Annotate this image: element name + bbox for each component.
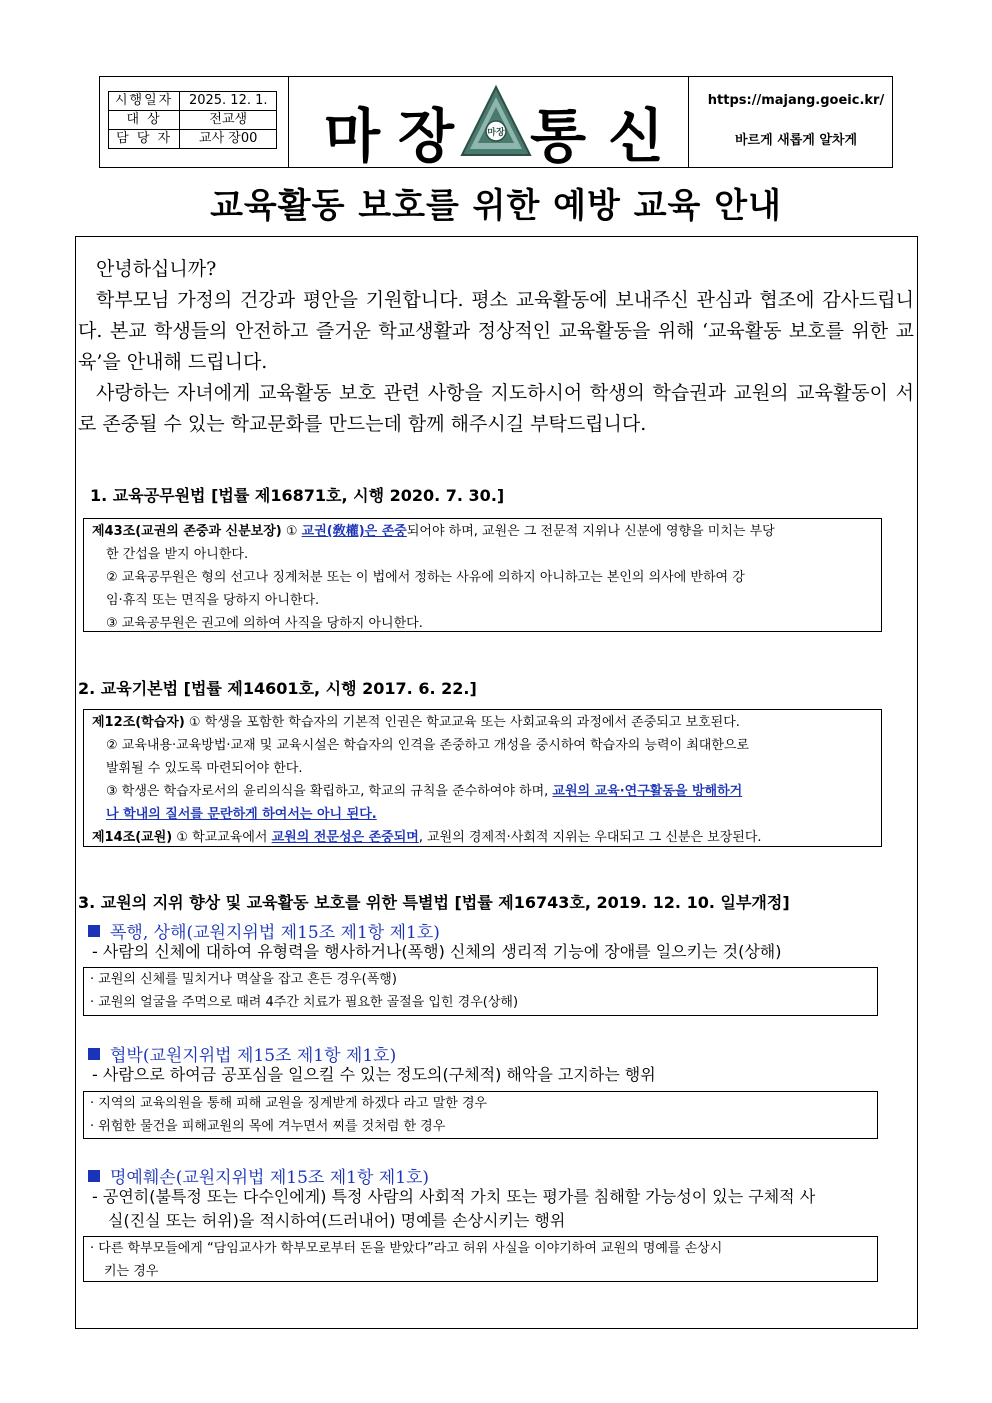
brand-char: 통	[530, 102, 587, 170]
highlight-text: 교원의 전문성은 존중되며	[271, 830, 419, 845]
example-line: · 교원의 신체를 밀치거나 멱살을 잡고 흔든 경우(폭행)	[90, 972, 397, 987]
square-bullet-icon	[88, 925, 100, 937]
clause-line	[92, 780, 873, 803]
section-heading: 3. 교원의 지위 향상 및 교육활동 보호를 위한 특별법 [법률 제16743호, 2019. 12. 10. 일부개정]	[78, 893, 790, 912]
newsletter-brand	[296, 77, 688, 170]
article-title: 제14조(교원)	[92, 830, 173, 845]
intro-text	[78, 254, 914, 440]
subsection-label: 폭행, 상해(교원지위법 제15조 제1항 제1호)	[110, 923, 440, 943]
clause-text: ③ 학생은 학습자로서의 윤리의식을 확립하고, 학교의 규칙을 준수하여야 하며,	[106, 784, 553, 799]
info-value: 교사 장00	[180, 130, 277, 149]
clause-text: ① 학교교육에서	[172, 830, 272, 845]
clause-line: 발휘될 수 있도록 마련되어야 한다.	[106, 761, 303, 776]
section-heading: 1. 교육공무원법 [법률 제16871호, 시행 2020. 7. 30.]	[90, 486, 505, 505]
example-box	[83, 967, 878, 1016]
clause-text: ①	[281, 524, 302, 539]
logo-text: 마장	[487, 128, 505, 138]
school-website-link[interactable]: https://majang.goeic.kr/	[707, 93, 885, 108]
highlight-text: 나 학내의 질서를 문란하게 하여서는 아니 된다.	[106, 807, 377, 822]
divider	[288, 77, 289, 167]
greeting: 안녕하십니까?	[96, 258, 217, 280]
section-heading: 2. 교육기본법 [법률 제14601호, 시행 2017. 6. 22.]	[78, 679, 477, 698]
clause-line: 한 간섭을 받지 아니한다.	[106, 547, 249, 562]
example-line: · 교원의 얼굴을 주먹으로 때려 4주간 치료가 필요한 골절을 입힌 경우(상해)	[90, 995, 519, 1010]
brand-char: 신	[608, 102, 665, 170]
info-value: 전교생	[180, 111, 277, 130]
definition-line: 실(진실 또는 허위)을 적시하여(드러내어) 명예를 손상시키는 행위	[108, 1211, 566, 1230]
brand-char: 마	[324, 102, 381, 170]
article-title: 제12조(학습자)	[92, 715, 185, 730]
highlight-text: 교권(敎權)은 존중	[301, 524, 407, 539]
school-motto: 바르게 새롭게 알차게	[734, 133, 858, 148]
clause-line	[92, 711, 873, 734]
info-key: 담 당 자	[109, 130, 180, 149]
clause-line: 임·휴직 또는 면직을 당하지 아니한다.	[106, 593, 320, 608]
clause-line: ③ 교육공무원은 권고에 의하여 사직을 당하지 아니한다.	[106, 616, 423, 631]
example-box	[83, 1091, 878, 1139]
clause-line: ② 교육내용·교육방법·교재 및 교육시설은 학습자의 인격을 존중하고 개성을 중시하여 학습자의 능력이 최대한으로	[106, 738, 750, 753]
newsletter-header	[99, 76, 893, 168]
example-line: · 위험한 물건을 피해교원의 목에 겨누면서 찌를 것처럼 한 경우	[90, 1119, 446, 1134]
school-logo-icon	[460, 85, 532, 161]
article-title: 제43조(교권의 존중과 신분보장)	[92, 524, 282, 539]
clause-text: 되어야 하며, 교원은 그 전문적 지위나 신분에 영향을 미치는 부당	[406, 524, 775, 539]
info-table	[108, 91, 277, 149]
example-line: 키는 경우	[104, 1264, 159, 1279]
definition-line: - 공연히(불특정 또는 다수인에게) 특정 사람의 사회적 가치 또는 평가를 침해할 가능성이 있는 구체적 사	[92, 1187, 816, 1206]
highlight-text: 교원의 교육·연구활동을 방해하거	[552, 784, 743, 799]
clause-line	[92, 826, 873, 849]
square-bullet-icon	[88, 1170, 100, 1182]
info-value: 2025. 12. 1.	[180, 92, 277, 111]
clause-line	[92, 520, 873, 543]
clause-text: ① 학생을 포함한 학습자의 기본적 인권은 학교교육 또는 사회교육의 과정에서 존중되고 보호된다.	[184, 715, 740, 730]
law-box	[83, 518, 882, 632]
brand-char: 장	[398, 102, 455, 170]
example-box	[83, 1236, 878, 1282]
divider	[688, 77, 689, 167]
definition-text	[92, 1185, 914, 1233]
example-line: · 다른 학부모들에게 “담임교사가 학부모로부터 돈을 받았다”라고 허위 사실을 이야기하여 교원의 명예를 손상시	[90, 1241, 723, 1256]
clause-text: , 교원의 경제적·사회적 지위는 우대되고 그 신분은 보장된다.	[418, 830, 762, 845]
subsection-label: 명예훼손(교원지위법 제15조 제1항 제1호)	[110, 1168, 430, 1188]
subsection-label: 협박(교원지위법 제15조 제1항 제1호)	[110, 1046, 397, 1066]
clause-line: ② 교육공무원은 형의 선고나 징계처분 또는 이 법에서 정하는 사유에 의하지 아니하고는 본인의 의사에 반하여 강	[106, 570, 745, 585]
square-bullet-icon	[88, 1048, 100, 1060]
definition-text: - 사람의 신체에 대하여 유형력을 행사하거나(폭행) 신체의 생리적 기능에 장애를 일으키는 것(상해)	[92, 942, 782, 961]
intro-paragraph: 학부모님 가정의 건강과 평안을 기원합니다. 평소 교육활동에 보내주신 관심과 협조에 감사드립니다. 본교 학생들의 안전하고 즐거운 학교생활과 정상적인 교육활동을 위해 ‘교육활동 보호를 위한 교육’을 안내해 드립니다.	[78, 289, 914, 373]
info-key: 대 상	[109, 111, 180, 130]
page-title: 교육활동 보호를 위한 예방 교육 안내	[210, 186, 782, 226]
law-box	[83, 709, 882, 847]
example-line: · 지역의 교육의원을 통해 피해 교원을 징계받게 하겠다 라고 말한 경우	[90, 1096, 488, 1111]
definition-text: - 사람으로 하여금 공포심을 일으킬 수 있는 정도의(구체적) 해악을 고지하는 행위	[92, 1065, 656, 1084]
info-key: 시행일자	[109, 92, 180, 111]
intro-paragraph: 사랑하는 자녀에게 교육활동 보호 관련 사항을 지도하시어 학생의 학습권과 교원의 교육활동이 서로 존중될 수 있는 학교문화를 만드는데 함께 해주시길 부탁드립니다.	[78, 382, 914, 435]
clause-line	[92, 803, 873, 826]
